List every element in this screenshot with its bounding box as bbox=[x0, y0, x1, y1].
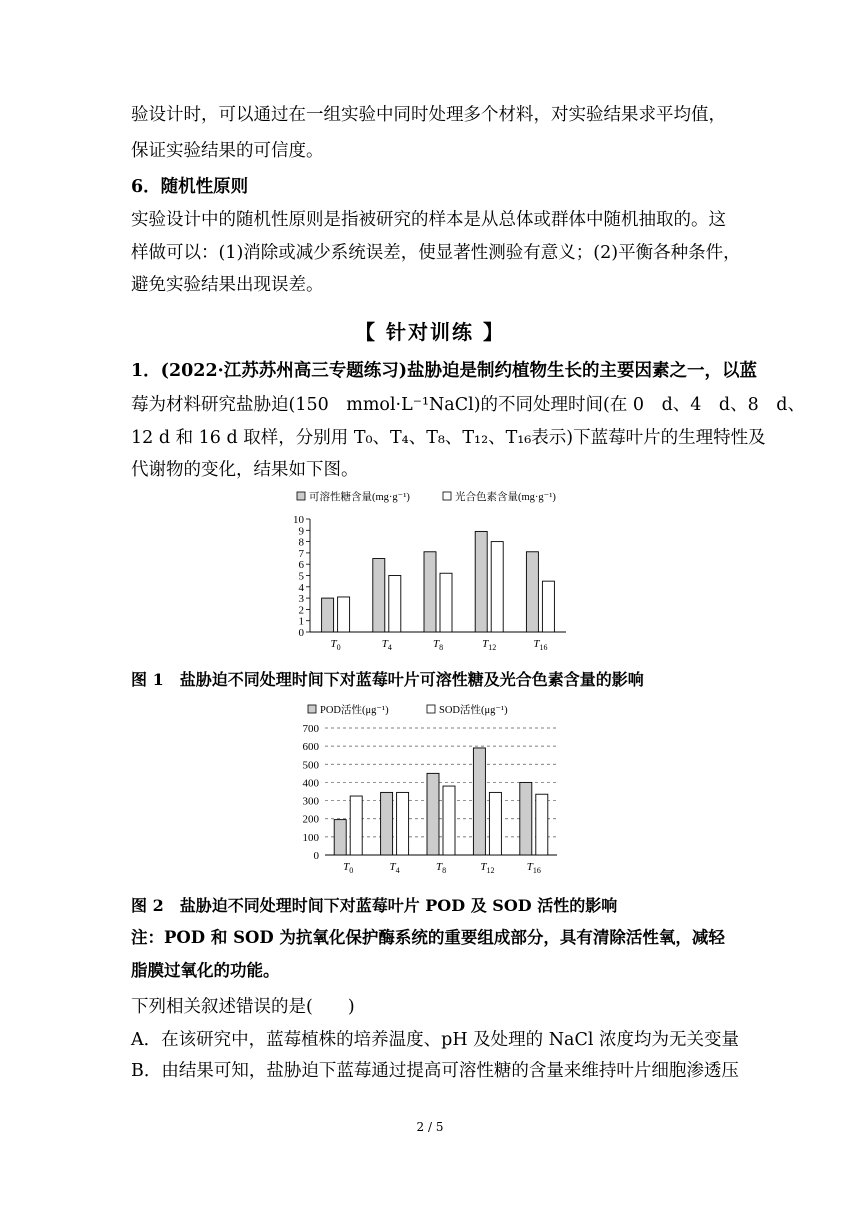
bar-T8-series-1 bbox=[427, 773, 439, 855]
y-tick-label: 5 bbox=[298, 570, 304, 583]
y-tick-label: 0 bbox=[313, 850, 319, 862]
question-stem-line1: 1．(2022·江苏苏州高三专题练习)盐胁迫是制约植物生长的主要因素之一，以蓝 bbox=[131, 361, 758, 381]
y-tick-label: 6 bbox=[298, 559, 304, 572]
bar-T8-series-2 bbox=[443, 786, 455, 855]
x-tick-label: $T_0$ bbox=[343, 861, 354, 875]
bar-T16-series-1 bbox=[526, 552, 538, 632]
bar-T4-series-1 bbox=[381, 792, 393, 855]
y-tick-label: 3 bbox=[298, 593, 304, 606]
practice-section-title: 【 针对训练 】 bbox=[355, 320, 505, 344]
x-tick-label: $T_0$ bbox=[330, 638, 341, 652]
option-b: B．由结果可知，盐胁迫下蓝莓通过提高可溶性糖的含量来维持叶片细胞渗透压 bbox=[131, 1061, 739, 1081]
figure-1-caption: 图 1 盐胁迫不同处理时间下对蓝莓叶片可溶性糖及光合色素含量的影响 bbox=[131, 670, 644, 689]
paragraph-line: 验设计时，可以通过在一组实验中同时处理多个材料，对实验结果求平均值， bbox=[131, 105, 726, 125]
paragraph-line: 保证实验结果的可信度。 bbox=[131, 141, 324, 161]
question-line bbox=[131, 359, 757, 383]
y-tick-label: 4 bbox=[298, 581, 304, 594]
bar-T0-series-2 bbox=[338, 597, 350, 632]
bar-T4-series-2 bbox=[389, 576, 401, 633]
bar-T16-series-2 bbox=[536, 794, 548, 855]
paragraph-line: 样做可以：(1)消除或减少系统误差，使显著性测验有意义；(2)平衡各种条件， bbox=[131, 243, 741, 263]
section-heading-6: 6．随机性原则 bbox=[131, 177, 249, 197]
legend-label: SOD活性(μg⁻¹) bbox=[439, 705, 508, 716]
y-tick-label: 400 bbox=[302, 777, 319, 790]
page-number: 2 / 5 bbox=[416, 1120, 444, 1134]
x-tick-label: $T_4$ bbox=[389, 861, 400, 875]
x-tick-label: $T_4$ bbox=[381, 638, 392, 652]
y-tick-label: 1 bbox=[298, 615, 304, 628]
legend-swatch bbox=[297, 492, 305, 500]
bar-T0-series-1 bbox=[322, 598, 334, 632]
x-tick-label: $T_8$ bbox=[432, 638, 444, 652]
figure-2-caption: 图 2 盐胁迫不同处理时间下对蓝莓叶片 POD 及 SOD 活性的影响 bbox=[131, 896, 618, 915]
bar-T12-series-1 bbox=[473, 748, 485, 855]
question-line: 代谢物的变化，结果如下图。 bbox=[131, 460, 359, 480]
bar-T12-series-2 bbox=[491, 542, 503, 632]
legend-swatch bbox=[443, 492, 451, 500]
y-tick-label: 7 bbox=[298, 547, 304, 560]
figure-2-bar-chart bbox=[280, 696, 580, 886]
figure-1-bar-chart bbox=[270, 485, 590, 660]
x-tick-label: $T_{12}$ bbox=[480, 861, 495, 875]
bar-T4-series-2 bbox=[397, 792, 409, 855]
y-tick-label: 10 bbox=[293, 514, 304, 526]
y-tick-label: 2 bbox=[298, 604, 304, 617]
y-tick-label: 0 bbox=[298, 627, 304, 639]
y-tick-label: 500 bbox=[302, 759, 319, 772]
legend-swatch bbox=[308, 705, 316, 713]
legend-label: 可溶性糖含量(mg·g⁻¹) bbox=[309, 492, 410, 503]
note-line: 脂膜过氧化的功能。 bbox=[131, 961, 280, 980]
question-prompt: 下列相关叙述错误的是( ) bbox=[131, 997, 355, 1017]
bar-T16-series-1 bbox=[520, 782, 532, 855]
y-tick-label: 8 bbox=[298, 536, 304, 549]
bar-T0-series-1 bbox=[334, 820, 346, 855]
x-tick-label: $T_8$ bbox=[435, 861, 447, 875]
legend-swatch bbox=[427, 705, 435, 713]
y-tick-label: 9 bbox=[298, 525, 304, 538]
y-tick-label: 700 bbox=[302, 723, 319, 735]
bar-T0-series-2 bbox=[350, 796, 362, 855]
y-tick-label: 600 bbox=[302, 741, 319, 754]
y-tick-label: 200 bbox=[302, 813, 319, 826]
x-tick-label: $T_{16}$ bbox=[526, 861, 541, 875]
bar-T12-series-2 bbox=[489, 792, 501, 855]
note-line: 注：POD 和 SOD 为抗氧化保护酶系统的重要组成部分，具有清除活性氧，减轻 bbox=[131, 928, 725, 947]
option-a: A．在该研究中，蓝莓植株的培养温度、pH 及处理的 NaCl 浓度均为无关变量 bbox=[131, 1030, 740, 1050]
bar-T12-series-1 bbox=[475, 531, 487, 632]
bar-T8-series-1 bbox=[424, 552, 436, 632]
x-tick-label: $T_{16}$ bbox=[533, 638, 548, 652]
bar-T4-series-1 bbox=[373, 559, 385, 632]
legend-label: POD活性(μg⁻¹) bbox=[320, 705, 389, 716]
y-tick-label: 100 bbox=[302, 831, 319, 844]
paragraph-line: 避免实验结果出现误差。 bbox=[131, 275, 324, 295]
question-line: 莓为材料研究盐胁迫(150 mmol·L⁻¹NaCl)的不同处理时间(在 0 d、4 d、8 d、 bbox=[131, 395, 805, 415]
question-line: 12 d 和 16 d 取样，分别用 T₀、T₄、T₈、T₁₂、T₁₆表示)下蓝莓叶片的生理特性及 bbox=[131, 428, 766, 448]
legend-label: 光合色素含量(mg·g⁻¹) bbox=[455, 492, 556, 503]
y-tick-label: 300 bbox=[302, 795, 319, 808]
paragraph-line: 实验设计中的随机性原则是指被研究的样本是从总体或群体中随机抽取的。这 bbox=[131, 210, 726, 230]
bar-T8-series-2 bbox=[440, 573, 452, 632]
x-tick-label: $T_{12}$ bbox=[482, 638, 497, 652]
bar-T16-series-2 bbox=[542, 581, 554, 632]
